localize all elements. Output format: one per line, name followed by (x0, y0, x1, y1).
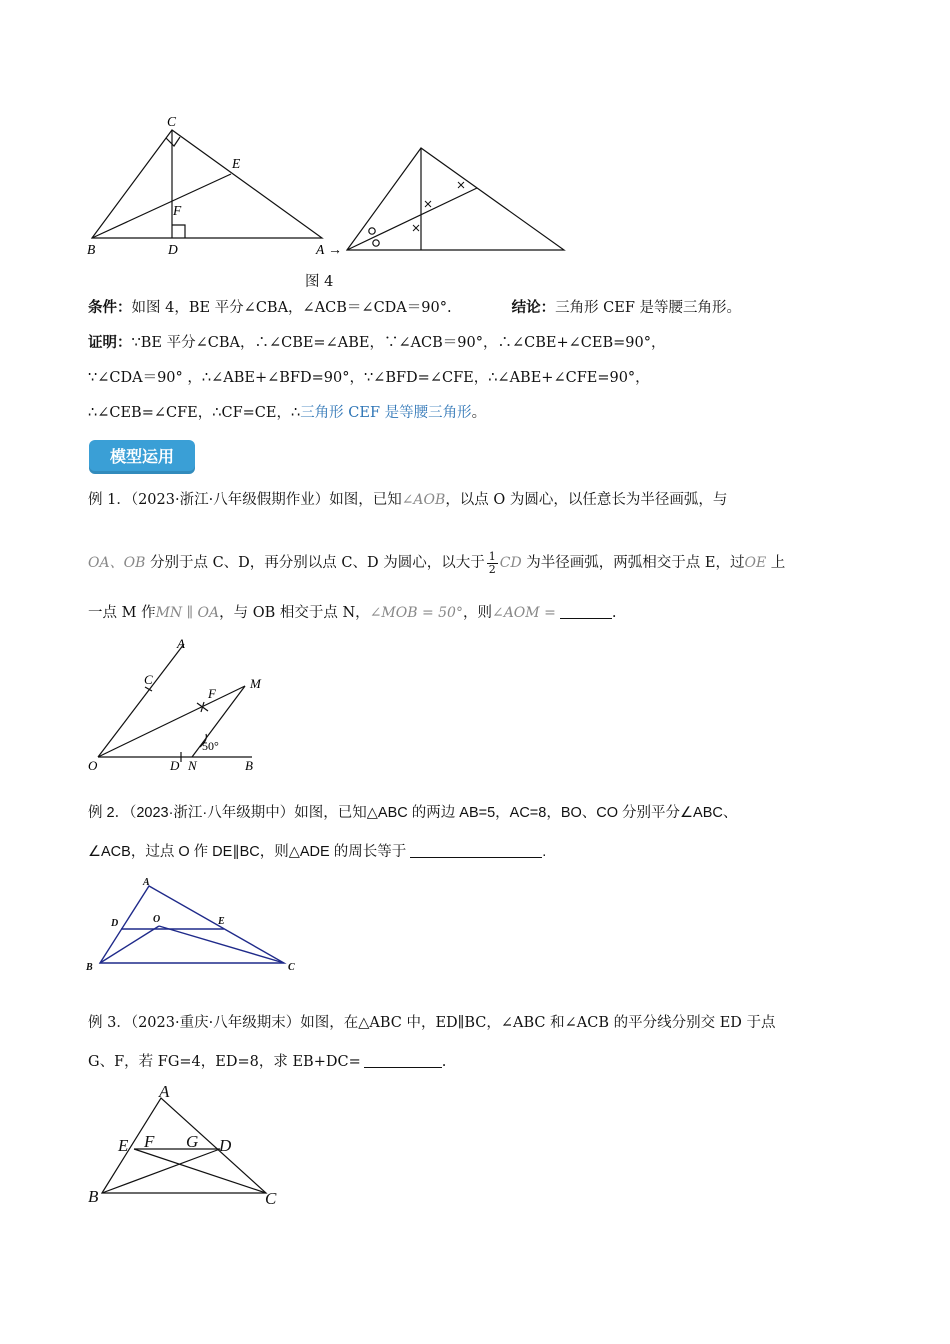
ex3-label-g: G (186, 1132, 199, 1151)
ex2-label-e: E (218, 916, 225, 927)
ray-om (98, 686, 245, 757)
ex1-line-3 (88, 603, 616, 623)
ex3-period: . (441, 1054, 447, 1070)
ex1-angle-label: 50° (202, 739, 219, 753)
ex3-answer-blank[interactable] (364, 1053, 442, 1068)
angle-mark-circle-icon (369, 228, 375, 234)
conclusion-text: 三角形 CEF 是等腰三角形。 (555, 300, 742, 316)
right-angle-c (166, 137, 180, 146)
ex2-line-2 (88, 842, 546, 862)
label-a: A (316, 242, 325, 257)
ex1-text-2b: 分别于点 C、D，再分别以点 C、D 为圆心，以大于 (145, 555, 485, 571)
ex2-label-c: C (288, 962, 295, 973)
right-angle-d (172, 225, 185, 238)
ex2-line-1: 例 2．（2023·浙江·八年级期中）如图，已知△ABC 的两边 AB=5，AC=8，BO、CO 分别平分∠ABC、 (88, 805, 738, 821)
ex1-oa-ob: OA、OB (88, 555, 146, 571)
ex1-oe: OE (744, 555, 767, 571)
condition-text: 如图 4，BE 平分∠CBA，∠ACB＝∠CDA＝90°. (131, 300, 452, 316)
ex1-text-3e: ，则 (462, 605, 492, 621)
ray-oa (98, 644, 184, 757)
section-badge-model-application: 模型运用 (89, 440, 195, 474)
figure4-right-triangle (342, 142, 572, 257)
ex3-label-a: A (159, 1082, 170, 1101)
ex1-text-1c: ，以点 O 为圆心，以任意长为半径画弧，与 (445, 492, 728, 508)
ex1-angle-mob: ∠MOB = 50° (369, 605, 463, 621)
ex3-line-2 (88, 1052, 446, 1072)
ex3-label-c: C (265, 1189, 277, 1208)
angle-mark-circle-icon (373, 240, 379, 246)
ex3-label-e: E (118, 1136, 129, 1155)
ex1-label-f: F (208, 686, 216, 701)
ex1-mn-parallel-oa: MN ∥ OA (155, 605, 220, 621)
proof-text-3c: 。 (471, 405, 487, 421)
ex2-period: . (542, 844, 547, 860)
ex1-text-2d: 为半径画弧，两弧相交于点 E，过 (521, 555, 745, 571)
proof-label: 证明： (88, 334, 132, 351)
ex2-label-a: A (143, 877, 150, 888)
proof-text-1: ∵BE 平分∠CBA，∴∠CBE=∠ABE，∵∠ACB＝90°，∴∠CBE+∠CEB=90°， (131, 335, 666, 351)
ex2-figure (84, 874, 304, 974)
ex2-text-2a: ∠ACB，过点 O 作 DE∥BC，则△ADE 的周长等于 (88, 844, 407, 860)
ex1-label-a: A (177, 636, 185, 651)
ex3-line-1: 例 3．（2023·重庆·八年级期末）如图，在△ABC 中，ED∥BC，∠ABC 和∠ACB 的平分线分别交 ED 于点 (88, 1015, 776, 1031)
label-c: C (167, 114, 177, 129)
ex1-cd: CD (499, 555, 522, 571)
ex3-text-2a: G、F，若 FG=4，ED=8，求 EB+DC= (88, 1054, 361, 1070)
ex3-label-d: D (219, 1136, 232, 1155)
conclusion-label: 结论： (511, 299, 556, 316)
figure4-caption: 图 4 (305, 274, 334, 290)
ex2-label-b: B (86, 962, 93, 973)
figure4-left-triangle (80, 108, 350, 258)
ex3-label-b: B (88, 1187, 99, 1206)
ex1-text-2f: 上 (766, 555, 786, 571)
ex1-text-1a: 例 1．（2023·浙江·八年级假期作业）如图，已知 (88, 492, 402, 508)
ex3-label-f: F (144, 1132, 155, 1151)
ex1-label-m: M (250, 676, 261, 691)
ex1-period: . (611, 605, 617, 621)
ex1-text-3a: 一点 M 作 (88, 605, 156, 621)
ex2-label-d: D (111, 918, 119, 929)
label-b: B (87, 242, 96, 257)
label-e: E (232, 156, 241, 171)
ex1-line-2 (88, 548, 785, 578)
label-d: D (168, 242, 178, 257)
ex1-label-b: B (245, 758, 253, 773)
ex1-line-1 (88, 490, 727, 510)
ex1-angle-aom: ∠AOM = (491, 605, 556, 621)
ex1-label-o: O (88, 758, 98, 773)
ex1-fraction-half: $\frac{1}{2}$ (488, 549, 496, 576)
ex1-label-n: N (188, 758, 197, 773)
ex2-label-o: O (153, 914, 161, 925)
proof-conclusion-highlight: 三角形 CEF 是等腰三角形 (300, 405, 472, 421)
proof-line-2: ∵∠CDA＝90° ，∴∠ABE+∠BFD=90°，∵∠BFD=∠CFE，∴∠ABE+∠CFE=90°， (88, 370, 650, 386)
arrow-right-icon: → (328, 243, 342, 258)
proof-line-3 (88, 403, 486, 423)
condition-label: 条件： (88, 299, 132, 316)
ex1-answer-blank[interactable] (560, 604, 612, 619)
bisector-be (92, 174, 231, 238)
ex1-label-c: C (144, 672, 153, 687)
ex1-figure (84, 636, 284, 776)
ex2-answer-blank[interactable] (410, 843, 542, 858)
proof-text-3a: ∴∠CEB=∠CFE，∴CF=CE，∴ (88, 405, 301, 421)
label-f: F (173, 203, 182, 218)
arc-intersection-f (197, 702, 208, 712)
ex1-text-3c: ，与 OB 相交于点 N， (219, 605, 370, 621)
ex3-figure (84, 1080, 294, 1210)
proof-line-1 (88, 333, 665, 353)
ex1-label-d: D (170, 758, 180, 773)
ex1-angle-aob: ∠AOB (401, 492, 446, 508)
condition-line (88, 298, 741, 318)
